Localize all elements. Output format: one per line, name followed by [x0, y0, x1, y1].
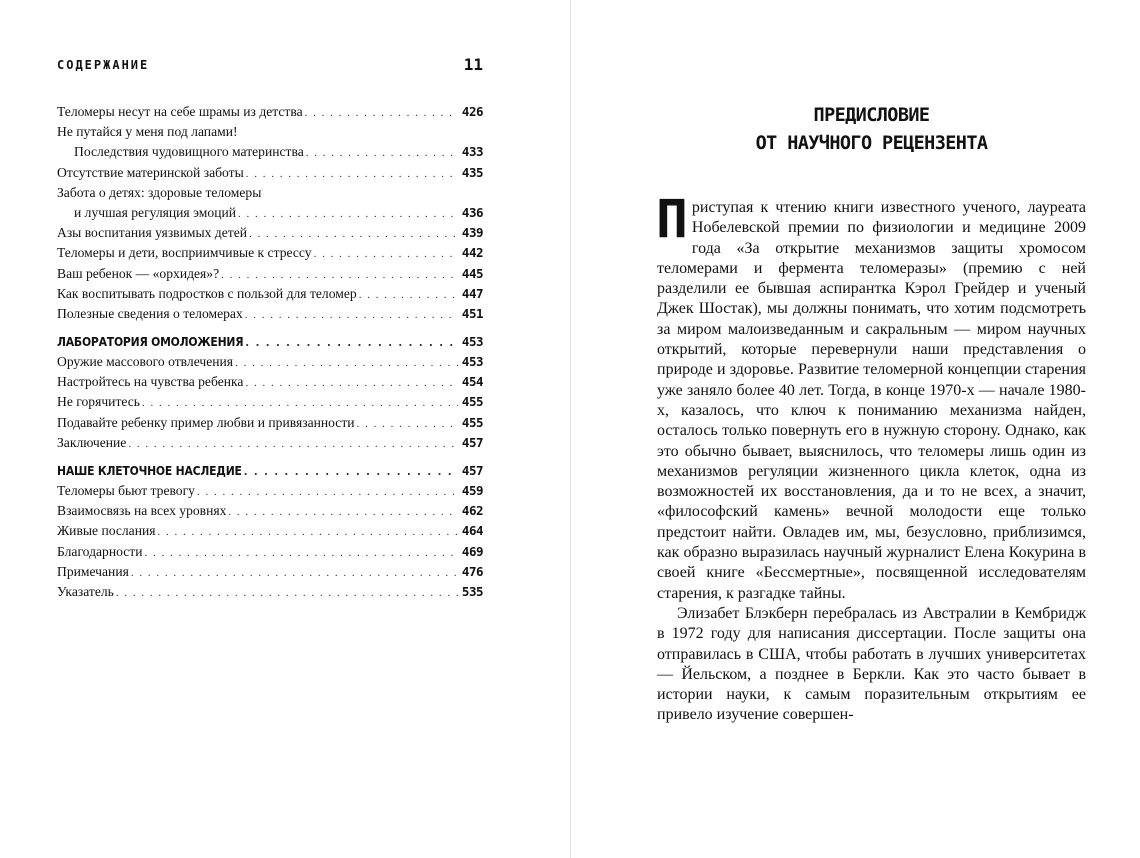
toc-entry-title: Последствия чудовищного материнства	[74, 144, 304, 160]
toc-entry-title: Теломеры несут на себе шрамы из детства	[57, 104, 303, 119]
toc-entry-title: Указатель	[57, 583, 114, 599]
toc-entry-title: Настройтесь на чувства ребенка	[57, 374, 244, 390]
toc-entry	[57, 203, 483, 223]
toc-leader-dots	[116, 583, 458, 602]
toc-entry-title: НАШЕ КЛЕТОЧНОЕ НАСЛЕДИЕ	[57, 464, 242, 478]
toc-leader-dots	[197, 482, 458, 501]
toc-entry	[57, 264, 483, 284]
toc-entry	[57, 413, 483, 433]
toc-leader-dots	[245, 333, 458, 352]
toc-leader-dots	[158, 522, 458, 541]
paragraph-1	[656, 189, 1086, 604]
toc-entry	[57, 163, 483, 183]
toc-leader-dots	[221, 265, 458, 284]
table-of-contents	[57, 102, 483, 602]
toc-page-number: 451	[461, 305, 483, 321]
toc-entry-title: Благодарности	[57, 543, 143, 559]
toc-leader-dots	[359, 285, 458, 304]
toc-page-number: 535	[461, 583, 483, 599]
toc-entry-title: Теломеры и дети, восприимчивые к стрессу	[57, 245, 312, 261]
toc-page-number: 455	[461, 414, 483, 430]
preface-body	[656, 189, 1086, 726]
page-number: 11	[463, 55, 483, 74]
toc-page-number: 464	[461, 523, 483, 539]
toc-entry	[57, 542, 483, 562]
toc-entry	[57, 223, 483, 243]
toc-entry-title: Теломеры бьют тревогу	[57, 483, 195, 498]
toc-leader-dots	[245, 373, 457, 392]
toc-leader-dots	[305, 103, 458, 122]
toc-leader-dots	[244, 462, 458, 481]
toc-page-number: 453	[461, 354, 483, 370]
toc-leader-dots	[228, 502, 458, 521]
toc-entry	[57, 304, 483, 324]
preface-title-line-1: ПРЕДИСЛОВИЕ	[813, 105, 930, 126]
toc-entry-title: Отсутствие материнской заботы	[57, 164, 244, 180]
preface-title-line-2: ОТ НАУЧНОГО РЕЦЕНЗЕНТА	[755, 133, 988, 154]
toc-page-number: 439	[461, 225, 483, 241]
toc-entry-title: Подавайте ребенку пример любви и привязанности	[57, 414, 355, 430]
toc-page-number: 459	[461, 483, 483, 498]
toc-leader-dots	[145, 543, 458, 562]
toc-leader-dots	[235, 353, 458, 372]
toc-page-number: 453	[461, 334, 483, 350]
toc-entry	[57, 122, 483, 142]
toc-entry-title: Полезные сведения о теломерах	[57, 305, 243, 321]
toc-section-heading	[57, 461, 483, 481]
toc-leader-dots	[357, 414, 458, 433]
toc-page-number: 457	[461, 434, 483, 450]
toc-entry-title: ЛАБОРАТОРИЯ ОМОЛОЖЕНИЯ	[57, 335, 244, 350]
toc-page-number: 433	[461, 144, 483, 160]
toc-page-number: 454	[461, 374, 483, 390]
toc-leader-dots	[238, 204, 458, 223]
toc-entry	[57, 284, 483, 304]
toc-page-number: 435	[461, 164, 483, 180]
preface-title	[657, 102, 1086, 158]
toc-page-number: 462	[461, 503, 483, 519]
toc-entry	[57, 501, 483, 521]
toc-page-number: 457	[461, 463, 483, 478]
toc-page-number: 447	[461, 285, 483, 301]
toc-page-number: 442	[461, 245, 483, 261]
toc-page-number: 455	[461, 394, 483, 410]
toc-entry-title: Не горячитесь	[57, 394, 140, 410]
toc-entry-title: Не путайся у меня под лапами!	[57, 124, 238, 140]
toc-entry-title: Как воспитывать подростков с пользой для теломер	[57, 285, 357, 301]
toc-entry-title: Заключение	[57, 434, 127, 450]
toc-entry	[57, 372, 483, 392]
toc-entry	[57, 392, 483, 412]
toc-entry	[57, 183, 483, 203]
toc-leader-dots	[131, 563, 458, 582]
toc-entry-title: Ваш ребенок — «орхидея»?	[57, 265, 220, 281]
toc-leader-dots	[142, 393, 458, 412]
toc-leader-dots	[249, 224, 458, 243]
toc-leader-dots	[128, 434, 458, 453]
toc-entry	[57, 481, 483, 501]
toc-entry-title: Взаимосвязь на всех уровнях	[57, 503, 227, 519]
toc-entry-title: и лучшая регуляция эмоций	[74, 204, 237, 220]
toc-entry	[57, 243, 483, 263]
toc-entry	[57, 562, 483, 582]
paragraph-1-text: риступая к чтению книги известного ученого, лауреата Нобелевской премии по физиологии и медицине 2009 года «За открытие механизмов защиты хромосом теломерами и фермента теломеразы» (премию с ней разделили ее бывшая аспирантка Кэрол Грейдер и ученый Джек Шостак), мы должны понимать, что хотим подсмотреть за миром малоизведанным и сакральным — миром научных открытий, которые перевернули наши представления о природе и здоровье. Развитие теломерной концепции старения уже заняло более 40 лет. Тогда, в конце 1970-х — начале 1980-х, казалось, что ключ к пониманию механизма найден, осталось только повернуть его в нужную сторону. Однако, как это обычно бывает, выяснилось, что теломеры лишь один из механизмов регуляции жизненного цикла клеток, одна из возможностей их восстановления, да и то не всех, а значит, «философский камень» вечной молодости еще только предстоит найти. Овладев им, мы, безусловно, приблизимся, как образно выразилась научный журналист Елена Кокурина в своей книге «Бессмертные», посвященной исследователям старения, к разгадке тайны.	[657, 199, 1086, 602]
toc-page-number: 445	[461, 265, 483, 281]
toc-entry	[57, 102, 483, 122]
toc-entry-title: Забота о детях: здоровые теломеры	[57, 184, 262, 200]
toc-leader-dots	[306, 143, 458, 162]
toc-page-number: 426	[461, 104, 483, 119]
toc-entry-title: Оружие массового отвлечения	[57, 354, 234, 370]
toc-entry-title: Живые послания	[57, 523, 156, 539]
paragraph-2: Элизабет Блэкберн перебралась из Австралии в Кембридж в 1972 году для написания диссертации. После защиты она отправилась в США, чтобы работать в лучших университетах — Йельском, а позднее в Беркли. Как это часто бывает в истории науки, к самым поразительным открытиям ее привело изучение совершен-	[657, 604, 1086, 724]
page-header	[57, 56, 483, 80]
drop-cap: П	[656, 189, 688, 250]
toc-entry	[57, 582, 483, 602]
toc-entry-title: Азы воспитания уязвимых детей	[57, 225, 248, 241]
toc-page-number: 436	[461, 204, 483, 220]
toc-entry	[57, 352, 483, 372]
toc-page-number: 469	[461, 543, 483, 559]
toc-entry-title: Примечания	[57, 563, 129, 579]
toc-page-number: 476	[461, 563, 483, 579]
toc-section-heading	[57, 332, 483, 352]
toc-leader-dots	[246, 164, 458, 183]
toc-leader-dots	[314, 244, 458, 263]
toc-entry	[57, 433, 483, 453]
toc-entry	[57, 142, 483, 162]
toc-leader-dots	[245, 305, 458, 324]
toc-entry	[57, 521, 483, 541]
running-header-title: СОДЕРЖАНИЕ	[57, 58, 150, 72]
